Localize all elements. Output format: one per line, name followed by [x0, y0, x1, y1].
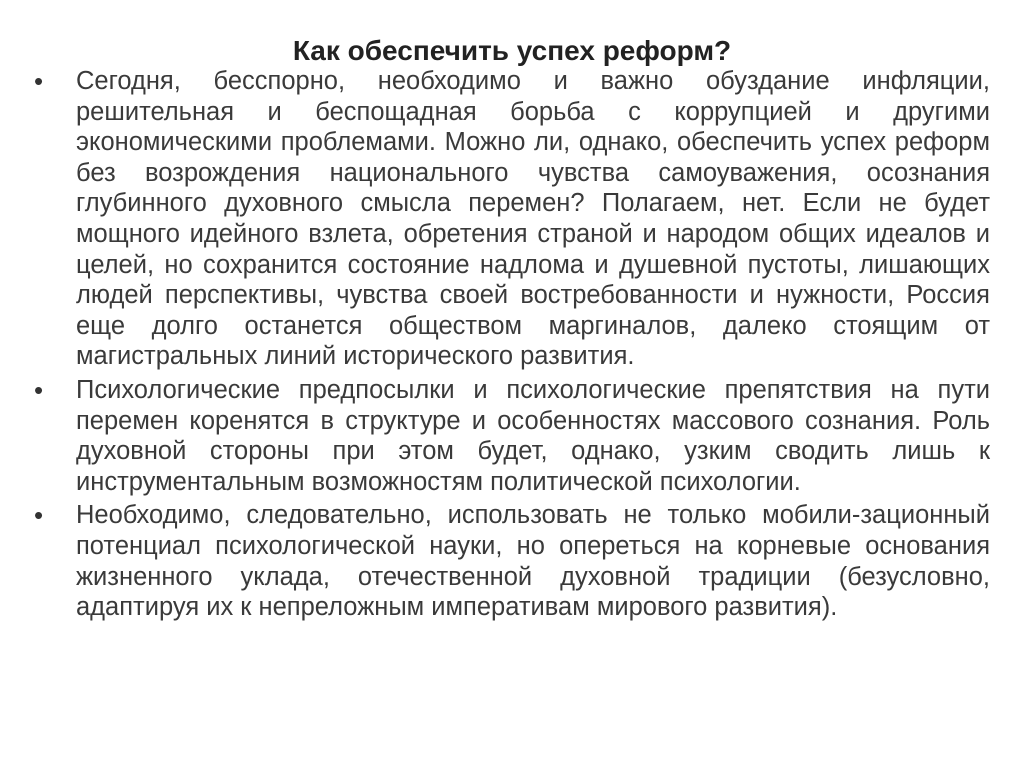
bullet-text-1: Сегодня, бесспорно, необходимо и важно обуздание инфляции, решительная и беспощадная борьба с коррупцией и другими экономическими проблемами. Можно ли, однако, обеспечить успех реформ без возрождения национального чувства самоуважения, осознания глубинного духовного смысла перемен? Полагаем, нет. Если не будет мощного идейного взлета, обретения страной и народом общих идеалов и целей, но сохранится состояние надлома и душевной пустоты, лишающих людей перспективы, чувства своей востребованности и нужности, Россия еще долго останется обществом маргиналов, далеко стоящим от магистральных линий исторического развития.	[76, 67, 990, 371]
slide-title: Как обеспечить успех реформ?	[292, 34, 732, 66]
bullet-item-3	[34, 500, 990, 622]
bullet-icon: •	[34, 374, 44, 405]
bullet-text-2: Психологические предпосылки и психологические препятствия на пути перемен коренятся в структуре и особенностях массового сознания. Роль духовной стороны при этом будет, однако, узким сводить лишь к инструментальным возможностям политической психологии.	[76, 375, 990, 496]
bullet-icon: •	[34, 500, 44, 531]
bullet-item-1	[34, 66, 990, 372]
bullet-icon: •	[34, 66, 44, 96]
bullet-item-2	[34, 375, 990, 497]
bullet-text-3: Необходимо, следовательно, использовать не только мобили-зационный потенциал психологической науки, но опереться на корневые основания жизненного уклада, отечественной духовной традиции (безусловно, адаптируя их к непреложным императивам мирового развития).	[76, 501, 990, 622]
bullet-list	[34, 66, 990, 626]
